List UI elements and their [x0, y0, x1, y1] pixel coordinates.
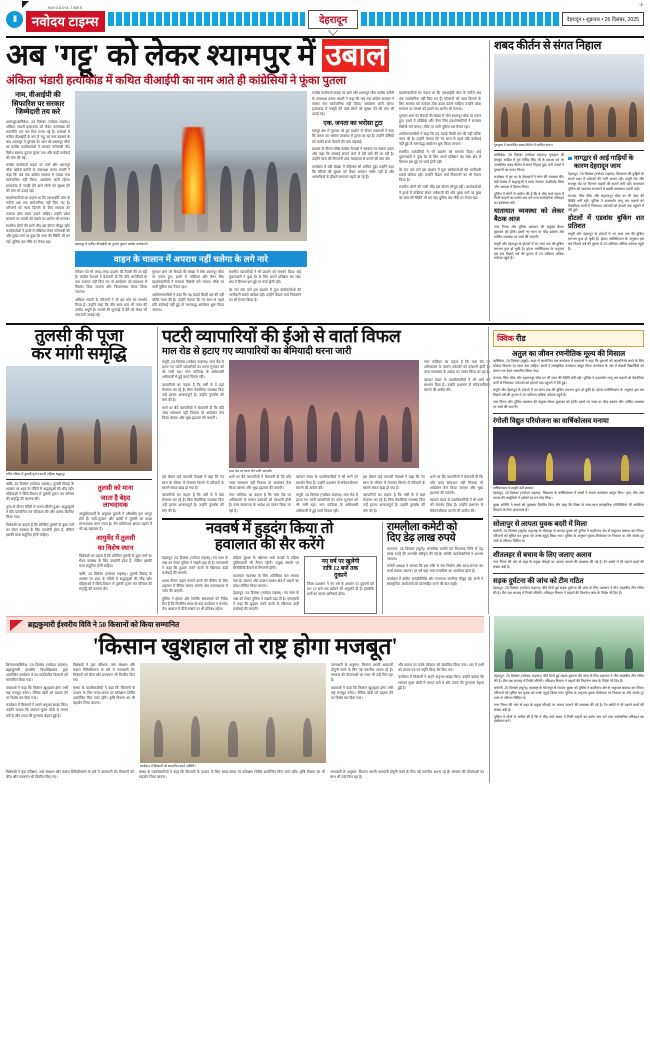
navvarsh-col-2: [233, 556, 299, 614]
edition-badge: [308, 10, 358, 29]
kisan-body-5b: संस्था के पदाधिकारियों ने कहा कि किसानों के उत्थान के लिए समय-समय पर प्रशिक्षण शिविर आयोजित किए जाते रहेंगे। कृषि विभाग का भी सहयोग लिया जाएगा।: [139, 770, 325, 780]
kirtan-photo: [494, 54, 644, 142]
rail-item2-head: यातायात व्यवस्था को लेकर बैठक आज: [494, 208, 564, 224]
lead-para-9: स्थानीय व्यापारियों ने भी प्रदर्शन को समर्थन दिया। कई दुकानदारों ने कुछ देर के लिए अपने प्रतिष्ठान बंद रखे। क्षेत्र में दिनभर इस मुद्दे पर चर्चा होती रही।: [229, 269, 301, 284]
navvarsh-body-3: पुलिस ने होटल और रेस्टोरेंट संचालकों को निर्देश दिए हैं कि निर्धारित समय के बाद कार्यक्रम न चलाएं। तेज आवाज में डीजे बजाने पर भी प्रतिबंध रहेगा।: [162, 596, 228, 611]
masthead-bars-left: [108, 12, 306, 26]
patri-navvarsh-divider: [162, 518, 483, 520]
rail-divider-4: [493, 573, 644, 574]
rail-item3-head: होटलों में एडवांस बुकिंग शत प्रतिशत: [568, 215, 644, 231]
lead-c3-subhead: एक, जनता का भरोसा टूटा: [323, 119, 383, 127]
masthead-bars-right: [361, 12, 559, 26]
kisan-body-3b: कार्यक्रम में किसानों ने अपने अनुभव साझा किए। उन्होंने बताया कि रसायन मुक्त खेती से लागत घटी है और उपज की गुणवत्ता बेहतर हुई है।: [398, 675, 484, 690]
edition-label: देहरादून: [308, 10, 358, 29]
rail-two-col: [494, 153, 644, 263]
kisan-body-6: जानकारी के अनुसार, किसान अपनी आमदनी दोगुनी करने के लिए नई तकनीक अपना रहे हैं। सरकार की योजनाओं का लाभ भी उन्हें मिल रहा है।: [331, 662, 393, 682]
tulsi-sub1-l3: लाभदायक: [103, 502, 128, 510]
ramlila-body-2: कमेटी अध्यक्ष ने बताया कि इस राशि से मंच निर्माण और साज-सज्जा का कार्य कराया जाएगा। हर वर्ष यहां भव्य रामलीला का आयोजन होता है।: [387, 564, 483, 574]
patri-body-5c: व्यापार मंडल के पदाधिकारियों ने भी धरने को समर्थन दिया है। उन्होंने प्रशासन से संवेदनशीलता बरतने की अपील की।: [430, 498, 483, 513]
tulsi-headline-line1: तुलसी की पूजा: [34, 325, 124, 345]
tulsi-sub1-l2: जाता है बेहद: [100, 494, 131, 502]
ramlila-text: [387, 547, 483, 588]
rail-item4-photo: [493, 427, 644, 485]
kirtan-body-2: कार्यक्रम में गुरु घर के सेवादारों ने लंगर की व्यवस्था की। बड़ी संख्या में श्रद्धालुओं ने माथा टेककर आशीर्वाद लिया और अरदास में हिस्सा लिया।: [494, 174, 564, 189]
navvarsh-inset-head-1: नए वर्ष पर खुलेंगी: [321, 558, 360, 565]
kisan-col-5: [398, 663, 484, 769]
tulsi-sub2-l1: आयुर्वेद में तुलसी: [95, 535, 136, 543]
patri-body-1b: मसूरी, 25 दिसंबर (नवोदय टाइम्स)। माल रोड से हटाए गए पटरी व्यापारियों का धरना गुरुवार को भी जारी रहा। नगर पालिका के अधिशासी अधिकारी से हुई वार्ता विफल रही।: [296, 493, 358, 513]
kisan-body-2: वक्ताओं ने कहा कि किसान खुशहाल होगा तभी राष्ट्र मजबूत बनेगा। जैविक खेती को बढ़ावा देने पर विशेष बल दिया गया।: [6, 685, 68, 700]
ramlila-headline-1: रामलीला कमेटी को: [387, 522, 457, 534]
lead-para-3: प्रदर्शनकारियों का कहना था कि एसआईटी जांच के नतीजे अब तक सार्वजनिक नहीं किए गए हैं। परिजनों को न्याय दिलाने के लिए सरकार को तत्काल ठोस कदम उठाने चाहिए। उन्होंने प्रदेश सरकार पर मामले को दबाने का आरोप भी लगाया।: [6, 196, 70, 221]
navvarsh-body-4: महिला सुरक्षा के मद्देनजर सादे कपड़ों में महिला पुलिसकर्मी भी तैनात रहेंगी। प्रमुख स्थानों पर सीसीटीवी कैमरों से निगरानी होगी।: [233, 555, 299, 571]
kirtan-photo-figures: [494, 82, 644, 137]
navvarsh-columns: [162, 556, 377, 614]
kisan-headline: 'किसान खुशहाल तो राष्ट्र होगा मजबूत': [92, 634, 398, 660]
kirtan-body-1: ऋषिकेश, 25 दिसंबर (नवोदय टाइम्स)। गुरुद्वारा श्री हेमकुंट साहिब में गुरु गोविंद सिंह जी के प्रकाश पर्व पर आयोजित शबद कीर्तन में संगत निहाल हुई। रागी जत्थों ने गुरबाणी का गायन किया।: [494, 153, 564, 173]
dateline: देहरादून • शुक्रवार • 26 दिसंबर, 2025: [562, 12, 644, 26]
kisan-col-4: [331, 663, 393, 769]
rail-item5-head: सोलापुर से लापता युवक बदरी में मिला: [493, 519, 587, 528]
tulsi-body-3: आयुर्वेदाचार्यों के अनुसार तुलसी में औषधीय गुण भरपूर होते हैं। सर्दी-जुकाम और खांसी में तुलसी का काढ़ा लाभदायक माना जाता है। रोग प्रतिरोधक क्षमता बढ़ाने में भी यह सहायक है।: [79, 511, 152, 531]
tulsi-photo-figures: [6, 399, 152, 464]
kisan-col-1: [6, 663, 68, 769]
kisan-body-4b: विशेषज्ञों ने मृदा परीक्षण, जल संरक्षण और फसल विविधीकरण के बारे में जानकारी दी। किसानों को बीज और उपकरण भी वितरित किए गए।: [6, 770, 134, 780]
patri-body-1: मसूरी, 25 दिसंबर (नवोदय टाइम्स)। माल रोड से हटाए गए पटरी व्यापारियों का धरना गुरुवार को भी जारी रहा। नगर पालिका के अधिशासी अधिकारी से हुई वार्ता विफल रही।: [162, 360, 224, 380]
quick-read-text: [493, 359, 644, 409]
navvarsh-inset-text: [307, 582, 374, 597]
patri-body-3b: धरने पर बैठे व्यापारियों ने चेतावनी दी कि यदि जल्द समाधान नहीं निकला तो आंदोलन तेज किया जाएगा और भूख हड़ताल की जाएगी।: [229, 475, 291, 490]
lead-subcolumn-a: [75, 270, 147, 321]
tulsi-sub2-l2: का विशेष स्थान: [97, 544, 134, 552]
masthead-nameplate: [26, 6, 105, 32]
lead-para-7: गुरुवार शाम को सैकड़ों की संख्या में लोग श्यामपुर चौक पर एकत्र हुए। हाथों में तख्तियां और बैनर लिए प्रदर्शनकारियों ने सरकार विरोधी नारे लगाए। मौके पर भारी पुलिस बल तैनात रहा।: [152, 269, 224, 290]
tulsi-body-1b: ऋषि, 25 दिसंबर (नवोदय टाइम्स)। तुलसी विवाह के अवसर पर शहर के मंदिरों में श्रद्धालुओं की भीड़ रही। महिलाओं ने विधि-विधान से तुलसी पूजन कर परिवार की समृद्धि की कामना की।: [79, 571, 152, 592]
ramlila-headline-2: दिए डेढ़ लाख रुपये: [387, 533, 456, 545]
lead-c4-para-2: गुरुवार शाम को सैकड़ों की संख्या में लोग श्यामपुर चौक पर एकत्र हुए। हाथों में तख्तियां और बैनर लिए प्रदर्शनकारियों ने सरकार विरोधी नारे लगाए। मौके पर भारी पुलिस बल तैनात रहा।: [399, 114, 482, 129]
flag-corner-icon: [22, 1, 29, 8]
tulsi-col-2-text: [79, 512, 152, 532]
navvarsh-inset-body: जिला प्रशासन ने नए वर्ष के अवसर पर दुकानों को रात 12 बजे तक खोलने की अनुमति दी है। हालांकि शर्तों का पालन अनिवार्य होगा।: [307, 581, 374, 596]
patri-col-1: [162, 360, 224, 474]
patri-photo-figures: [229, 395, 419, 462]
lead-c4-para-4: स्थानीय व्यापारियों ने भी प्रदर्शन को समर्थन दिया। कई दुकानदारों ने कुछ देर के लिए अपने प्रतिष्ठान बंद रखे। क्षेत्र में दिनभर इस मुद्दे पर चर्चा होती रही।: [399, 149, 481, 165]
lead-c4-para-5: देर रात तक चले इस प्रदर्शन में युवा कार्यकर्ताओं की भागीदारी सबसे अधिक रही। उन्होंने कैंडल मार्च निकालने का भी ऐलान किया है।: [399, 167, 481, 182]
patri-body-5: व्यापार मंडल के पदाधिकारियों ने भी धरने को समर्थन दिया है। उन्होंने प्रशासन से संवेदनशीलता बरतने की अपील की।: [424, 377, 490, 393]
lead-c4-para-6: स्थानीय लोगों की भारी भीड़ इस दौरान मौजूद रही। कार्यकर्ताओं ने हाथों में तख्तियां लेकर नारेबाजी की और मुख्य मार्ग पर कुछ देर जाम की स्थिति भी बन गई। पुलिस बल मौके पर तैनात रहा।: [399, 185, 481, 200]
lead-para-10: देर रात तक चले इस प्रदर्शन में युवा कार्यकर्ताओं की भागीदारी सबसे अधिक रही। उन्होंने कैंडल मार्च निकालने का भी ऐलान किया है।: [229, 287, 301, 302]
kisan-photo-figures: [140, 695, 326, 757]
kisan-body-5: संस्था के पदाधिकारियों ने कहा कि किसानों के उत्थान के लिए समय-समय पर प्रशिक्षण शिविर आयोजित किए जाते रहेंगे। कृषि विभाग का भी सहयोग लिया जाएगा।: [73, 685, 135, 705]
patri-headline: पटरी व्यापारियों की ईओ से वार्ता विफल: [162, 325, 401, 346]
lead-c3-para-2: प्रदर्शन के दौरान वरिष्ठ कांग्रेस नेताओं ने सरकार पर सवाल उठाए और कहा कि सच्चाई सामने लाने में देरी क्यों की जा रही है। उन्होंने जांच की निगरानी उच्च न्यायालय से कराने की मांग की।: [312, 147, 394, 162]
patri-body-4b: नगर पालिका का कहना है कि माल रोड पर अतिक्रमण के कारण पर्यटकों को परेशानी होती है। उच्च न्यायालय के आदेश का पालन किया जा रहा है।: [229, 493, 291, 513]
rail-item4-body: देहरादून, 25 दिसंबर (नवोदय टाइम्स)। विद्यालय के वार्षिकोत्सव में बच्चों ने रंगारंग कार्यक्रम प्रस्तुत किए। नृत्य, गीत और नाटक की प्रस्तुतियों ने दर्शकों का मन मोह लिया।: [493, 491, 644, 501]
patri-body-6b: इस दौरान कई व्यापारी नेताओं ने कहा कि नए साल के सीजन में रोजगार छिनने से परिवारों के सामने संकट खड़ा हो गया है।: [363, 475, 425, 490]
tulsi-body-2: पूजा के दौरान मंदिरों में भजन-कीर्तन हुआ। श्रद्धालुओं ने दीप प्रज्वलित कर परिक्रमा की और प्रसाद वितरित किया गया।: [6, 504, 74, 519]
lead-c3-para-1: रायपुर क्षेत्र में गुरुवार को हुए प्रदर्शन के दौरान वक्ताओं ने कहा कि जनता का भरोसा व्यवस्था से टूटता जा रहा है। उन्होंने दोषियों को कठोर सजा दिलाने की मांग दोहराई।: [312, 129, 394, 144]
patri-columns-lower: [162, 475, 483, 516]
tulsi-col-2-text2: [79, 554, 152, 592]
navvarsh-body-1: देहरादून, 25 दिसंबर (नवोदय टाइम्स)। नए साल के जश्न को लेकर पुलिस ने सख्ती बढ़ा दी है। एसएसपी ने कहा कि हुड़दंग करने वालों के खिलाफ कड़ी कार्रवाई की जाएगी।: [162, 555, 228, 576]
rail-item7-body: देहरादून, 25 दिसंबर (नवोदय टाइम्स)। बीते दिनों हुई सड़क दुर्घटना की जांच के लिए प्रशासन ने तीन सदस्यीय टीम गठित की है। टीम एक सप्ताह में रिपोर्ट सौंपेगी। परिवहन विभाग ने वाहनों की फिटनेस जांच के निर्देश भी दिए हैं।: [493, 586, 644, 596]
kirtan-divider: [494, 150, 644, 151]
rail-item4-photo-figures: [493, 445, 644, 481]
patri-body-4: नगर पालिका का कहना है कि माल रोड पर अतिक्रमण के कारण पर्यटकों को परेशानी होती है। उच्च न्यायालय के आदेश का पालन किया जा रहा है।: [424, 360, 490, 375]
lead-para-1: श्यामपुर/ऋषिकेश, 25 दिसंबर (नवोदय टाइम्स)। अंकिता भंडारी हत्याकांड को लेकर उत्तराखंड की राजनीति एक बार फिर गरमा गई है। चर्चाओं में कथित वीआईपी के रूप में 'गट्टू' का नाम उछलने के बाद श्यामपुर में गुरुवार देर शाम को श्यामपुर चौक पर कांग्रेस कार्यकर्ताओं ने जमकर नारेबाजी की। विरोध स्वरूप पुतला फूंका गया और कड़ी कार्रवाई की मांग की गई।: [6, 119, 70, 160]
kisan-body-2b: वक्ताओं ने कहा कि किसान खुशहाल होगा तभी राष्ट्र मजबूत बनेगा। जैविक खेती को बढ़ावा देने पर विशेष बल दिया गया।: [331, 685, 393, 700]
kisan-lower-2: [139, 770, 325, 783]
lead-para-5: रविवार को भी जगह-जगह प्रदर्शन की तैयारी की जा रही है। कांग्रेस नेताओं ने चेतावनी दी कि यदि आरोपियों के नाम उजागर नहीं किए गए तो आंदोलन को प्रदेशभर में विस्तार दिया जाएगा और विधानसभा घेराव किया जाएगा।: [75, 269, 147, 295]
rail-item4-photo-caption: वार्षिकोत्सव में प्रस्तुति देतीं छात्राएं।: [493, 485, 534, 490]
navvarsh-wrap: [162, 522, 483, 614]
lead-c4-para-3: आंदोलनकारियों ने कहा कि यह लड़ाई किसी दल की नहीं बल्कि न्याय की है। उन्होंने चेताया कि नए साल से पहले यदि कार्रवाई नहीं हुई तो चरणबद्ध आंदोलन शुरू किया जाएगा।: [399, 132, 481, 147]
masthead-divider: [6, 36, 644, 38]
navvarsh-body-2: शराब पीकर वाहन चलाने वालों की चेकिंग के लिए शहरभर में बैरियर लगाए जाएंगे। ब्रेथ एनालाइजर से जांच की जाएगी।: [162, 578, 228, 593]
tulsi-photo: [6, 366, 152, 471]
top-section: [6, 40, 644, 321]
navvarsh-headline-1: नववर्ष में हुड़दंग किया तो: [205, 521, 334, 538]
patri-lower-4: [363, 475, 425, 516]
patri-lower-5: [430, 475, 483, 516]
ramlila-body-1: रामनगर, 25 दिसंबर (ब्यूरो)। रामलीला कमेटी को विधायक निधि से डेढ़ लाख रुपये की धनराशि स्वीकृत की गई है। कमेटी पदाधिकारियों ने आभार जताया।: [387, 546, 483, 561]
quick-read-head: अतुल का जीवन रणनीतिक मूल्य की मिसाल: [511, 348, 626, 358]
navvarsh-inset-head-2: रात्रि 12 बजे तक: [322, 565, 359, 572]
rail-item7-head: सड़क दुर्घटना की जांच को टीम गठित: [493, 576, 584, 585]
rail-item4-text: [493, 491, 644, 513]
patri-photo-col: [229, 360, 419, 474]
rail-item6-text: [493, 560, 644, 570]
rail-bottom-photo-figures: [494, 634, 644, 669]
quick-read-title-b: रीड: [516, 333, 526, 343]
patri-body-2: व्यापारियों का कहना है कि वर्षों से वे यहां रोजगार कर रहे हैं। बिना वैकल्पिक व्यवस्था किए उन्हें हटाना अन्यायपूर्ण है। उन्होंने पुनर्वास की मांग की है।: [162, 383, 224, 403]
rail-col-right: [568, 153, 644, 263]
patri-lower-1: [162, 475, 224, 516]
navvarsh-col-1: [162, 556, 228, 614]
publisher-logo-icon: II: [6, 11, 23, 28]
kisan-lower-3: [330, 770, 484, 783]
quick-read-body: ऋषिकेश, 25 दिसंबर (ब्यूरो)। शहर में आयोजित एक कार्यक्रम में वक्ताओं ने कहा कि युवाओं को आत्मनिर्भर बनने के लिए कौशल विकास पर ध्यान देना चाहिए। छात्रों ने सांस्कृतिक कार्यक्रम प्रस्तुत किए। कार्यक्रम के अंत में मेधावी विद्यार्थियों को प्रमाण पत्र देकर सम्मानित किया गया।: [493, 359, 644, 374]
patri-body-6: इस दौरान कई व्यापारी नेताओं ने कहा कि नए साल के सीजन में रोजगार छिनने से परिवारों के सामने संकट खड़ा हो गया है।: [162, 475, 224, 490]
patri-body-2b: व्यापारियों का कहना है कि वर्षों से वे यहां रोजगार कर रहे हैं। बिना वैकल्पिक व्यवस्था किए उन्हें हटाना अन्यायपूर्ण है। उन्होंने पुनर्वास की मांग की है।: [162, 493, 224, 513]
quick-read-title-a: क्विक: [497, 333, 517, 343]
kisan-banner: ब्रह्मकुमारी ईश्वरीय विवि ने 50 किसानों को किया सम्मानित: [6, 616, 484, 633]
patri-body-2c: व्यापारियों का कहना है कि वर्षों से वे यहां रोजगार कर रहे हैं। बिना वैकल्पिक व्यवस्था किए उन्हें हटाना अन्यायपूर्ण है। उन्होंने पुनर्वास की मांग की है।: [363, 493, 425, 513]
navvarsh-story: [162, 522, 377, 614]
navvarsh-body-1b: देहरादून, 25 दिसंबर (नवोदय टाइम्स)। नए साल के जश्न को लेकर पुलिस ने सख्ती बढ़ा दी है। एसएसपी ने कहा कि हुड़दंग करने वालों के खिलाफ कड़ी कार्रवाई की जाएगी।: [233, 591, 299, 611]
patri-body-5b: व्यापार मंडल के पदाधिकारियों ने भी धरने को समर्थन दिया है। उन्होंने प्रशासन से संवेदनशीलता बरतने की अपील की।: [296, 475, 358, 490]
tulsi-col-2: [79, 482, 152, 595]
middle-section: [6, 327, 644, 615]
patri-photo-caption: माल रोड पर धरना देते पटरी व्यापारी।: [229, 469, 273, 474]
lead-photo-caption: श्यामपुर में कथित वीआईपी का पुतला फूंकते कांग्रेस कार्यकर्ता।: [75, 242, 148, 247]
tulsi-photo-caption: मंदिर परिसर में तुलसी पूजन करती महिला श्रद्धालु।: [6, 471, 65, 476]
quick-read-body-4: नगर निगम और पुलिस प्रशासन की संयुक्त बैठक शुक्रवार को होगी। इसमें नए साल पर भीड़ प्रबंधन और पार्किंग व्यवस्था पर चर्चा की जाएगी।: [493, 399, 644, 409]
rail-bottom-body-4: पुलिस ने लोगों से अपील की है कि वे भीड़ वाले समय में निजी वाहनों का प्रयोग कम करें तथा सार्वजनिक परिवहन का इस्तेमाल करें।: [494, 714, 644, 724]
rail-item4-body-2: मुख्य अतिथि ने बच्चों को पुरस्कार वितरित किए और कहा कि शिक्षा के साथ-साथ सांस्कृतिक गतिविधियां भी व्यक्तित्व विकास के लिए आवश्यक हैं।: [493, 502, 644, 512]
lead-para-4: स्थानीय लोगों की भारी भीड़ इस दौरान मौजूद रही। कार्यकर्ताओं ने हाथों में तख्तियां लेकर नारेबाजी की और मुख्य मार्ग पर कुछ देर जाम की स्थिति भी बन गई। पुलिस बल मौके पर तैनात रहा।: [6, 224, 70, 244]
kisan-photo: [140, 663, 326, 763]
lead-c4-para-1: प्रदर्शनकारियों का कहना था कि एसआईटी जांच के नतीजे अब तक सार्वजनिक नहीं किए गए हैं। परिजनों को न्याय दिलाने के लिए सरकार को तत्काल ठोस कदम उठाने चाहिए। उन्होंने प्रदेश सरकार पर मामले को दबाने का आरोप भी लगाया।: [399, 91, 481, 111]
tulsi-col-1: [6, 482, 74, 595]
rail-item7-text: [493, 586, 644, 596]
kisan-body-4: विशेषज्ञों ने मृदा परीक्षण, जल संरक्षण और फसल विविधीकरण के बारे में जानकारी दी। किसानों को बीज और उपकरण भी वितरित किए गए।: [73, 662, 135, 682]
lead-c3-para-3: कार्यक्रम में बड़ी संख्या में महिलाएं भी शामिल हुईं। उन्होंने कहा कि बेटियों की सुरक्षा को लेकर सरकार गंभीर नहीं है और अपराधियों के हौसले लगातार बढ़ते जा रहे हैं।: [312, 164, 394, 180]
plus-icon: +: [638, 0, 644, 10]
patri-photo: [229, 360, 419, 468]
lead-photo: [75, 91, 307, 241]
masthead-english-name: NAVODAYA TIMES: [48, 6, 83, 10]
rail-item1-text: [568, 172, 644, 252]
rail-item3-body-dup: मसूरी और देहरादून के होटलों में नए साल तक की बुकिंग लगभग फुल हो चुकी है। होटल एसोसिएशन के अनुसार इस बार पिछले वर्ष की तुलना में 20 प्रतिशत अधिक पर्यटक पहुंचे हैं।: [494, 241, 564, 261]
rail-bottom-body-3: नगर निगम की ओर से शहर के प्रमुख चौराहों पर अलाव जलाने की व्यवस्था की गई है। रैन बसेरों में भी ठहरने वालों की संख्या बढ़ी है।: [494, 702, 644, 712]
rail-bottom-text: [494, 674, 644, 724]
quick-read-title: [497, 333, 640, 344]
tulsi-story: [6, 327, 152, 615]
lead-subcolumn-c: [229, 270, 301, 321]
kisan-lower-1: [6, 770, 134, 783]
rail-item3-body: मसूरी और देहरादून के होटलों में नए साल तक की बुकिंग लगभग फुल हो चुकी है। होटल एसोसिएशन के अनुसार इस बार पिछले वर्ष की तुलना में 20 प्रतिशत अधिक पर्यटक पहुंचे हैं।: [568, 232, 644, 251]
rail-bottom-photo: [494, 616, 644, 672]
rail-item1-body-1: देहरादून, 25 दिसंबर (नवोदय टाइम्स)। क्रिसमस की छुट्टियों के चलते शहर में पर्यटकों की भारी आमद रही। मसूरी रोड और राजपुर रोड पर दिनभर वाहनों की कतारें लगी रहीं। यातायात पुलिस को व्यवस्था संभालने में खासी मशक्कत करनी पड़ी।: [568, 172, 645, 191]
masthead-paper-name: नवोदय टाइम्स: [26, 11, 105, 32]
rail-item1-body-2: घंटाघर, प्रिंस चौक और सहारनपुर चौक पर भी जाम की स्थिति बनी रही। पुलिस ने डायवर्जन लागू कर वाहनों को वैकल्पिक मार्गों से निकाला। पर्यटकों को होटलों तक पहुंचने में देरी हुई।: [568, 193, 644, 213]
lead-column-2: [75, 91, 307, 320]
kisan-col-2: [73, 663, 135, 769]
rail-col-left: [494, 153, 564, 263]
patri-subheadline: माल रोड से हटाए गए व्यापारियों का बेमियादी धरना जारी: [162, 346, 352, 358]
patri-col-3: [424, 360, 490, 474]
lead-para-2: कांग्रेस कार्यकर्ता सड़क पर उतरे और श्यामपुर चौक कांग्रेस कमेटी के उपाध्यक्ष कमल भंडारी ने कहा कि जब तक कांग्रेस सरकार ने पक्का नाम सार्वजनिक नहीं किया, आंदोलन जारी रहेगा। हत्याकांड में गवाही देने वाले लोगों को सुरक्षा देने की मांग भी उठाई गई।: [6, 163, 70, 193]
lead-subcolumn-b: [152, 270, 224, 321]
lead-subheadline: अंकिता भंडारी हत्याकांड में कथित वीआईपी का नाम आते ही कांग्रेसियों ने फूंका पुतला: [6, 74, 347, 87]
quick-read-body-2: घंटाघर, प्रिंस चौक और सहारनपुर चौक पर भी जाम की स्थिति बनी रही। पुलिस ने डायवर्जन लागू कर वाहनों को वैकल्पिक मार्गों से निकाला। पर्यटकों को होटलों तक पहुंचने में देरी हुई।: [493, 376, 644, 386]
patri-story: [157, 325, 490, 615]
kirtan-photo-caption: गुरुद्वारा में आयोजित शबद कीर्तन में शामिल संगत।: [494, 143, 553, 148]
lead-column-3: [312, 91, 394, 320]
lead-column-4: [399, 91, 481, 320]
patri-body-3c: धरने पर बैठे व्यापारियों ने चेतावनी दी कि यदि जल्द समाधान नहीं निकला तो आंदोलन तेज किया जाएगा और भूख हड़ताल की जाएगी।: [430, 475, 483, 495]
tulsi-columns: [6, 482, 152, 595]
right-rail-middle: [488, 327, 644, 615]
rail-divider-3: [493, 547, 644, 548]
bottom-section: [6, 616, 644, 782]
quick-read-body-3: मसूरी और देहरादून के होटलों में नए साल तक की बुकिंग लगभग फुल हो चुकी है। होटल एसोसिएशन के अनुसार इस बार पिछले वर्ष की तुलना में 20 प्रतिशत अधिक पर्यटक पहुंचे हैं।: [493, 387, 644, 397]
kisan-body-3: कार्यक्रम में किसानों ने अपने अनुभव साझा किए। उन्होंने बताया कि रसायन मुक्त खेती से लागत घटी है और उपज की गुणवत्ता बेहतर हुई है।: [6, 703, 68, 718]
tulsi-divider: [6, 479, 152, 480]
quick-read-box: [493, 330, 644, 347]
lead-column-1: [6, 91, 70, 320]
tulsi-body-1: ऋषि, 25 दिसंबर (नवोदय टाइम्स)। तुलसी विवाह के अवसर पर शहर के मंदिरों में श्रद्धालुओं की भीड़ रही। महिलाओं ने विधि-विधान से तुलसी पूजन कर परिवार की समृद्धि की कामना की।: [6, 481, 74, 502]
lead-para-8: आंदोलनकारियों ने कहा कि यह लड़ाई किसी दल की नहीं बल्कि न्याय की है। उन्होंने चेताया कि नए साल से पहले यदि कार्रवाई नहीं हुई तो चरणबद्ध आंदोलन शुरू किया जाएगा।: [152, 292, 224, 312]
top-section-divider: [6, 323, 644, 325]
rail-divider-2: [493, 516, 644, 517]
rail-item2-body: नगर निगम और पुलिस प्रशासन की संयुक्त बैठक शुक्रवार को होगी। इसमें नए साल पर भीड़ प्रबंधन और पार्किंग व्यवस्था पर चर्चा की जाएगी।: [494, 225, 564, 239]
kisan-body-1: शिमला/ऋषिकेश, 25 दिसंबर (नवोदय टाइम्स)। ब्रह्माकुमारी ईश्वरीय विश्वविद्यालय द्वारा आयोजित कार्यक्रम में 50 प्रगतिशील किसानों को सम्मानित किया गया।: [6, 662, 68, 682]
kisan-columns: [6, 663, 484, 769]
tulsi-sub1-l1: तुलसी को माना: [97, 484, 134, 492]
lead-subcolumns: [75, 270, 307, 321]
rail-bottom-body-2: चमोली, 25 दिसंबर (ब्यूरो)। महाराष्ट्र के सोलापुर से लापता युवक को पुलिस ने बदरीनाथ क्षेत्र से सकुशल बरामद कर लिया। परिजनों को सूचित कर युवक को उनके सुपुर्द किया गया। पुलिस के अनुसार युवक तीर्थयात्रा पर निकला था और संपर्क टूट जाने से परिजन चिंतित थे।: [494, 686, 644, 700]
lead-headline-highlight: उबाल: [322, 39, 389, 72]
rail-item6-head: शीतलहर से बचाव के लिए जलाए अलाव: [493, 550, 592, 559]
patri-lower-3: [296, 475, 358, 516]
kisan-body-6b: जानकारी के अनुसार, किसान अपनी आमदनी दोगुनी करने के लिए नई तकनीक अपना रहे हैं। सरकार की योजनाओं का लाभ भी उन्हें मिल रहा है।: [330, 770, 484, 780]
lead-kicker: नाम, वीआईपी की सिफारिश पर सरकार जिम्मेदारी तय करे: [11, 91, 65, 117]
kisan-story: [6, 616, 484, 782]
rail-item6-body: नगर निगम की ओर से शहर के प्रमुख चौराहों पर अलाव जलाने की व्यवस्था की गई है। रैन बसेरों में भी ठहरने वालों की संख्या बढ़ी है।: [493, 560, 644, 570]
lead-headline-text: अब 'गट्टू' को लेकर श्यामपुर में: [6, 39, 323, 72]
navvarsh-headline-2: हवालात की सैर करेंगे: [214, 537, 325, 554]
kisan-body-7: और फसल पर उनके योगदान को रेखांकित किया गया। अंत में सभी को प्रमाण पत्र एवं स्मृति चिन्ह भेंट किए गए।: [398, 662, 484, 672]
lead-c3-para-0: कांग्रेस कार्यकर्ता सड़क पर उतरे और श्यामपुर चौक कांग्रेस कमेटी के उपाध्यक्ष कमल भंडारी ने कहा कि जब तक कांग्रेस सरकार ने पक्का नाम सार्वजनिक नहीं किया, आंदोलन जारी रहेगा। हत्याकांड में गवाही देने वाले लोगों को सुरक्षा देने की मांग भी उठाई गई।: [312, 91, 394, 116]
kisan-photo-col: [140, 663, 326, 769]
rail-item5-text: [493, 529, 644, 544]
rail-item5-body: चमोली, 25 दिसंबर (ब्यूरो)। महाराष्ट्र के सोलापुर से लापता युवक को पुलिस ने बदरीनाथ क्षेत्र से सकुशल बरामद कर लिया। परिजनों को सूचित कर युवक को उनके सुपुर्द किया गया। पुलिस के अनुसार युवक तीर्थयात्रा पर निकला था और संपर्क टूट जाने से परिजन चिंतित थे।: [493, 529, 644, 543]
patri-lower-2: [229, 475, 291, 516]
right-rail-bottom: [489, 616, 644, 782]
rail-item4-head: रंगोली विद्युत परियोजना का वार्षिकोत्सव मनाया: [493, 416, 609, 425]
tulsi-headline-line2: कर मांगी समृद्धि: [31, 343, 127, 363]
photo-figures: [75, 139, 307, 232]
patri-columns: [162, 360, 490, 474]
rail-item1-body-3: पुलिस ने लोगों से अपील की है कि वे भीड़ वाले समय में निजी वाहनों का प्रयोग कम करें तथा सार्वजनिक परिवहन का इस्तेमाल करें।: [494, 191, 564, 206]
kirtan-headline: शबद कीर्तन से संगत निहाल: [494, 40, 602, 52]
rail-item1-head: नागद्वार से आई गाड़ियों के कारण देहरादून जाम: [568, 155, 644, 171]
navvarsh-inset: [304, 556, 377, 614]
lead-para-6: अंकिता भंडारी के परिजनों ने भी इस मांग का समर्थन किया है। उन्होंने कहा कि तीन साल बाद भी न्याय की उम्मीद अधूरी है। मामले की सुनवाई में देरी को लेकर भी नाराजगी जताई गई।: [75, 297, 147, 318]
right-rail-top: [489, 40, 644, 321]
navvarsh-body-5: यातायात व्यवस्था के लिए अतिरिक्त बल लगाया गया है। घंटाघर और पलटन बाजार क्षेत्र में वाहनों का प्रवेश सीमित किया जाएगा।: [233, 573, 299, 588]
patri-body-3: धरने पर बैठे व्यापारियों ने चेतावनी दी कि यदि जल्द समाधान नहीं निकला तो आंदोलन तेज किया जाएगा और भूख हड़ताल की जाएगी।: [162, 405, 224, 421]
rail-divider-1: [493, 413, 644, 414]
masthead: [6, 0, 644, 34]
ramlila-body-3: कार्यक्रम में क्षेत्रीय जनप्रतिनिधि और गणमान्य नागरिक मौजूद रहे। सभी ने सांस्कृतिक आयोजनों को प्रोत्साहित करने की बात कही।: [387, 577, 483, 587]
lead-blue-banner: वाहन के चालान में अपराध नहीं चलेगा के लगे नारे: [75, 251, 307, 267]
kisan-columns-lower: [6, 770, 484, 783]
navvarsh-inset-head-3: दुकानें: [334, 572, 347, 579]
rail-bottom-body-1: देहरादून, 25 दिसंबर (नवोदय टाइम्स)। बीते दिनों हुई सड़क दुर्घटना की जांच के लिए प्रशासन ने तीन सदस्यीय टीम गठित की है। टीम एक सप्ताह में रिपोर्ट सौंपेगी। परिवहन विभाग ने वाहनों की फिटनेस जांच के निर्देश भी दिए हैं।: [494, 674, 644, 684]
lead-story: [6, 40, 484, 321]
tulsi-body-2b: विशेषज्ञों का कहना है कि प्रतिदिन तुलसी के कुछ पत्तों का सेवन स्वास्थ्य के लिए उपयोगी होता है, लेकिन इसकी मात्रा संतुलित होनी चाहिए।: [6, 522, 74, 537]
kisan-photo-caption: कार्यक्रम में किसानों को सम्मानित करते अतिथि।: [140, 763, 196, 768]
lead-columns: [6, 91, 484, 320]
tulsi-body-4: विशेषज्ञों का कहना है कि प्रतिदिन तुलसी के कुछ पत्तों का सेवन स्वास्थ्य के लिए उपयोगी होता है, लेकिन इसकी मात्रा संतुलित होनी चाहिए।: [79, 554, 152, 569]
ramlila-story: [382, 522, 483, 614]
lead-headline: [6, 40, 484, 72]
edition-tail-icon: [328, 29, 338, 35]
